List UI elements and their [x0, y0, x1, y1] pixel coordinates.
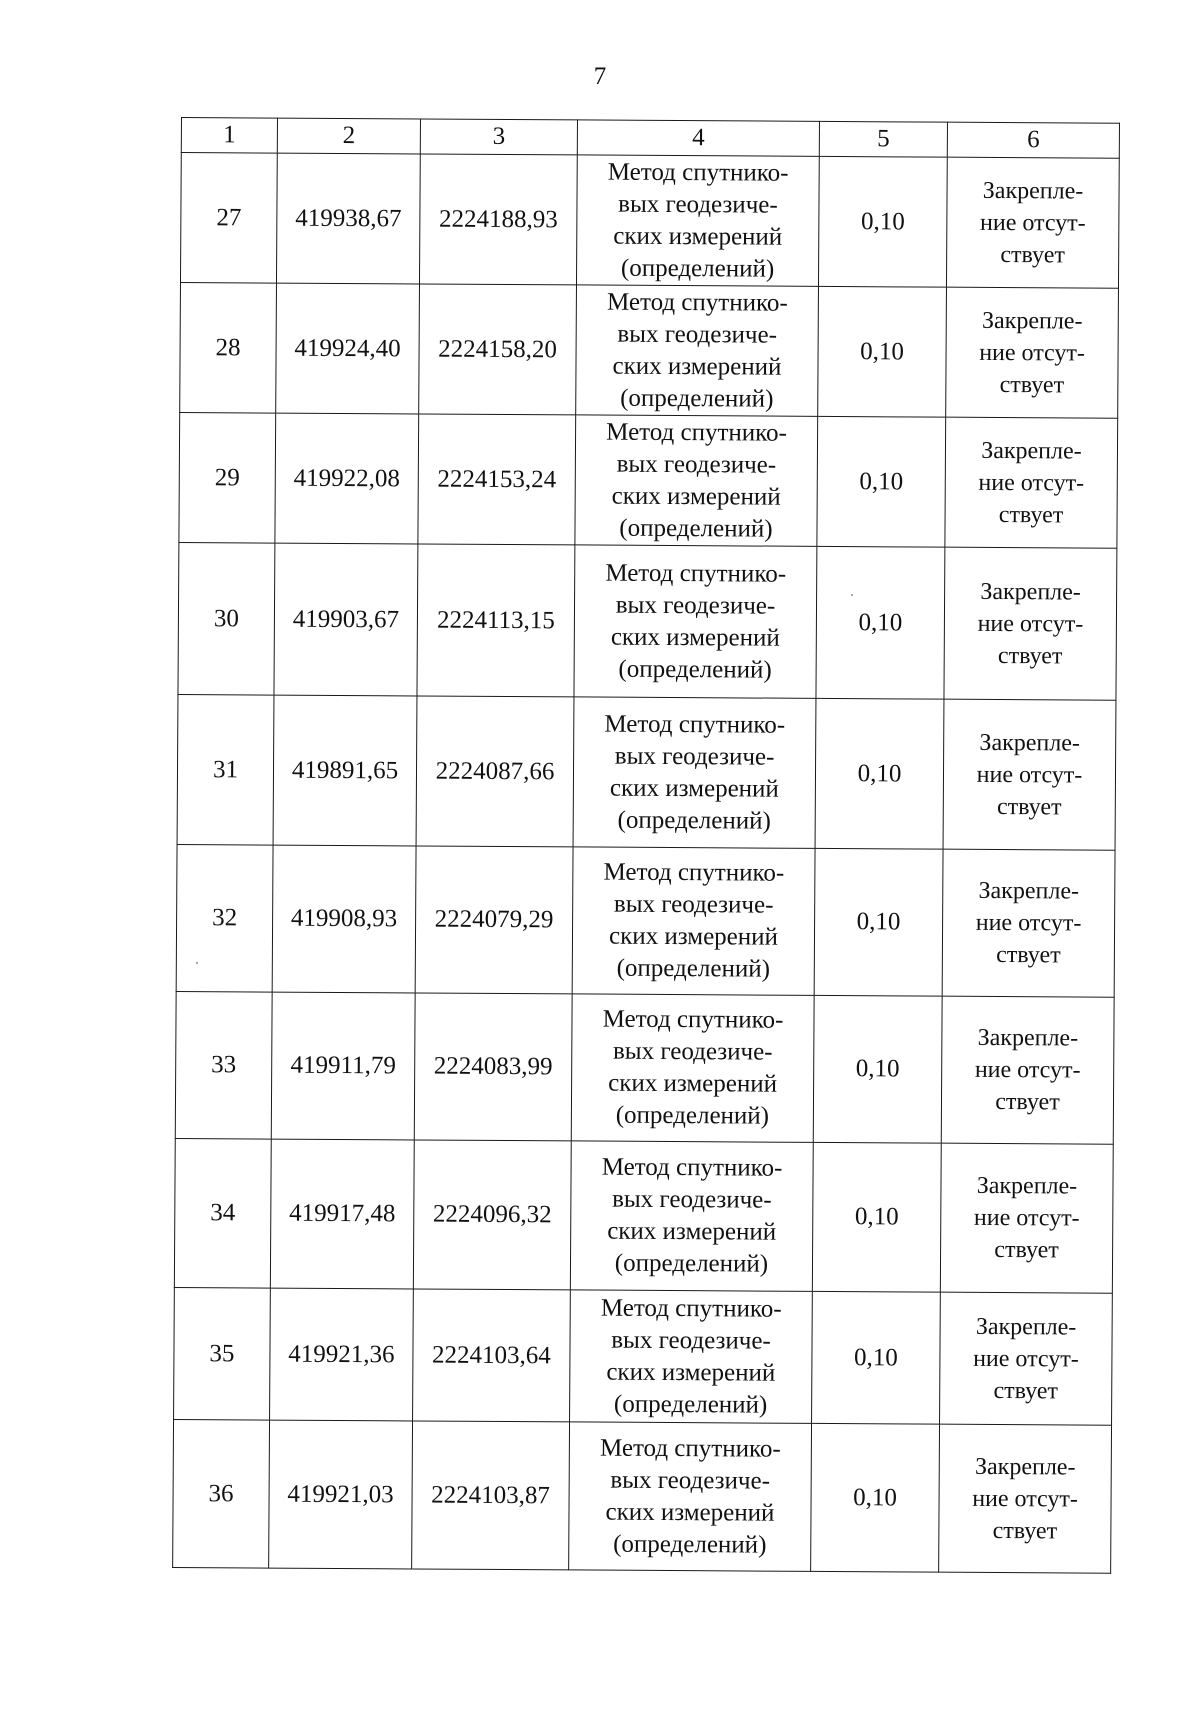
method-cell — [576, 285, 819, 416]
method-cell-line: ских измерений — [607, 1217, 777, 1246]
table-row — [174, 1138, 1113, 1293]
fixation-cell-line: ствует — [998, 501, 1064, 528]
accuracy-cell: 0,10 — [811, 1423, 940, 1572]
accuracy-cell: 0,10 — [816, 546, 945, 699]
accuracy-cell: 0,10 — [814, 848, 943, 996]
method-cell-line: вых геодезиче- — [611, 1326, 771, 1355]
fixation-cell-line: Закрепле- — [980, 578, 1081, 606]
point-number-cell: 34 — [174, 1138, 271, 1288]
fixation-cell-line: ние отсут- — [973, 1204, 1080, 1232]
x-coordinate-cell: 419921,36 — [270, 1288, 414, 1421]
y-coordinate-cell: 2224096,32 — [413, 1140, 571, 1290]
fixation-cell — [941, 996, 1114, 1144]
y-coordinate-cell: 2224153,24 — [418, 414, 576, 545]
table-row — [179, 412, 1118, 548]
page-number: 7 — [593, 63, 607, 90]
method-cell-line: вых геодезиче- — [615, 591, 776, 620]
x-coordinate-cell: 419891,65 — [273, 695, 417, 846]
y-coordinate-cell: 2224079,29 — [415, 846, 573, 994]
method-cell-line: вых геодезиче- — [610, 1466, 771, 1495]
scan-speck — [196, 962, 198, 964]
y-coordinate-cell: 2224158,20 — [419, 284, 577, 415]
point-number-cell: 30 — [178, 542, 275, 695]
method-cell-line: (определений) — [620, 254, 775, 283]
coordinates-table-wrapper — [172, 117, 1119, 1574]
point-number-cell: 28 — [180, 282, 277, 413]
x-coordinate-cell: 419911,79 — [271, 992, 415, 1140]
column-header: 6 — [947, 122, 1119, 158]
fixation-cell-line: Закрепле- — [979, 729, 1080, 757]
method-cell-line: вых геодезиче- — [613, 890, 774, 919]
method-cell-line: Метод спутнико- — [601, 1153, 783, 1182]
method-cell-line: вых геодезиче- — [617, 320, 778, 349]
y-coordinate-cell: 2224083,99 — [414, 993, 572, 1141]
y-coordinate-cell: 2224087,66 — [416, 696, 574, 847]
fixation-cell-line: ние отсут- — [973, 1345, 1079, 1373]
fixation-cell — [946, 157, 1119, 288]
fixation-cell-line: ние отсут- — [974, 1056, 1081, 1084]
fixation-cell-line: Закрепле- — [974, 1453, 1076, 1480]
fixation-cell-line: Закрепле- — [981, 307, 1083, 335]
fixation-cell-line: ствует — [1000, 241, 1065, 268]
method-cell — [574, 545, 817, 698]
table-row — [177, 694, 1116, 850]
method-cell — [571, 994, 814, 1142]
accuracy-cell: 0,10 — [812, 1142, 941, 1292]
accuracy-cell: 0,10 — [815, 698, 944, 849]
table-body — [173, 118, 1120, 1574]
table-row — [178, 542, 1117, 700]
fixation-cell-line: Закрепле- — [977, 1024, 1079, 1052]
accuracy-cell: 0,10 — [818, 156, 947, 287]
method-cell-line: (определений) — [619, 514, 773, 543]
method-cell-line: Метод спутнико- — [606, 418, 788, 447]
x-coordinate-cell: 419903,67 — [274, 543, 418, 696]
fixation-cell-line: ствует — [992, 1517, 1058, 1544]
fixation-cell-line: Закрепле- — [982, 177, 1084, 205]
method-cell — [570, 1290, 813, 1423]
fixation-cell — [940, 1292, 1113, 1425]
x-coordinate-cell: 419922,08 — [275, 413, 419, 544]
fixation-cell — [942, 849, 1115, 997]
table-row — [180, 282, 1119, 418]
fixation-cell-line: ствует — [996, 941, 1061, 969]
column-header: 3 — [420, 119, 577, 155]
x-coordinate-cell: 419924,40 — [276, 283, 420, 414]
column-header: 4 — [577, 120, 819, 156]
method-cell-line: ских измерений — [606, 1358, 776, 1387]
fixation-cell-line: ствует — [995, 1088, 1060, 1116]
method-cell — [569, 1422, 812, 1571]
method-cell-line: ских измерений — [605, 1498, 775, 1527]
method-cell-line: Метод спутнико- — [603, 858, 785, 887]
fixation-cell-line: ние отсут- — [972, 1485, 1078, 1513]
method-cell-line: Метод спутнико- — [607, 158, 789, 187]
accuracy-cell: 0,10 — [817, 416, 946, 547]
fixation-cell-line: ствует — [999, 371, 1065, 398]
method-cell-line: ских измерений — [613, 222, 783, 251]
fixation-cell — [940, 1143, 1113, 1293]
method-cell-line: (определений) — [618, 655, 772, 684]
fixation-cell-line: ствует — [993, 1377, 1059, 1404]
method-cell-line: Метод спутнико- — [602, 1005, 784, 1034]
header-row — [181, 118, 1119, 159]
y-coordinate-cell: 2224103,64 — [413, 1289, 571, 1422]
fixation-cell-line: ствует — [994, 1236, 1059, 1264]
accuracy-cell: 0,10 — [818, 286, 947, 417]
method-cell-line: (определений) — [617, 806, 771, 835]
column-header: 2 — [277, 118, 420, 154]
method-cell-line: вых геодезиче- — [616, 450, 777, 479]
y-coordinate-cell: 2224103,87 — [412, 1421, 570, 1570]
method-cell — [570, 1141, 813, 1291]
fixation-cell-line: Закрепле- — [976, 1172, 1078, 1200]
method-cell-line: (определений) — [620, 384, 774, 413]
point-number-cell: 33 — [175, 991, 272, 1139]
method-cell-line: ских измерений — [611, 482, 781, 511]
method-cell-line: вых геодезиче- — [612, 1037, 773, 1066]
method-cell-line: ских измерений — [609, 774, 779, 803]
point-number-cell: 29 — [179, 412, 276, 543]
method-cell-line: (определений) — [616, 954, 771, 983]
column-header: 5 — [819, 121, 947, 157]
y-coordinate-cell: 2224188,93 — [419, 154, 577, 285]
point-number-cell: 32 — [176, 844, 273, 992]
x-coordinate-cell: 419938,67 — [276, 153, 420, 284]
scan-speck — [851, 594, 853, 596]
method-cell-line: Метод спутнико- — [599, 1434, 781, 1463]
method-cell-line: Метод спутнико- — [606, 288, 788, 317]
fixation-cell — [946, 287, 1119, 418]
method-cell-line: вых геодезиче- — [614, 742, 775, 771]
method-cell-line: ских измерений — [610, 623, 780, 652]
fixation-cell-line: ние отсут- — [977, 610, 1084, 638]
method-cell-line: (определений) — [613, 1530, 767, 1559]
fixation-cell — [943, 699, 1116, 850]
fixation-cell-line: ние отсут- — [975, 909, 1082, 937]
fixation-cell-line: ние отсут- — [979, 209, 1086, 237]
fixation-cell-line: Закрепле- — [978, 877, 1080, 905]
method-cell — [575, 415, 818, 546]
y-coordinate-cell: 2224113,15 — [417, 544, 575, 697]
method-cell — [572, 847, 815, 995]
x-coordinate-cell: 419917,48 — [270, 1139, 414, 1289]
x-coordinate-cell: 419908,93 — [272, 845, 416, 993]
table-row — [173, 1419, 1112, 1573]
x-coordinate-cell: 419921,03 — [269, 1420, 413, 1569]
method-cell-line: вых геодезиче- — [612, 1185, 772, 1214]
method-cell-line: Метод спутнико- — [605, 559, 787, 588]
fixation-cell-line: ние отсут- — [979, 339, 1085, 367]
method-cell-line: (определений) — [614, 1249, 769, 1278]
method-cell-line: (определений) — [613, 1390, 768, 1419]
fixation-cell-line: ствует — [997, 642, 1063, 669]
fixation-cell — [945, 417, 1118, 548]
method-cell-line: ских измерений — [608, 1069, 778, 1098]
point-number-cell: 27 — [180, 153, 277, 284]
method-cell-line: Метод спутнико- — [604, 710, 786, 739]
table-row — [180, 153, 1119, 289]
fixation-cell-line: Закрепле- — [981, 437, 1082, 465]
point-number-cell: 35 — [174, 1287, 271, 1420]
method-cell-line: ских измерений — [608, 922, 779, 951]
table-row — [174, 1287, 1113, 1425]
point-number-cell: 36 — [173, 1419, 270, 1568]
table-row — [176, 844, 1115, 997]
method-cell-line: (определений) — [615, 1101, 770, 1130]
table-row — [175, 991, 1114, 1144]
fixation-cell — [944, 547, 1117, 700]
accuracy-cell: 0,10 — [813, 995, 942, 1143]
method-cell-line: Метод спутнико- — [600, 1294, 782, 1323]
method-cell — [573, 697, 816, 848]
fixation-cell-line: ние отсут- — [978, 469, 1085, 497]
point-number-cell: 31 — [177, 694, 274, 845]
method-cell — [576, 155, 819, 286]
fixation-cell — [939, 1424, 1112, 1573]
method-cell-line: ских измерений — [612, 352, 782, 381]
column-header: 1 — [181, 118, 277, 154]
fixation-cell-line: ние отсут- — [976, 761, 1083, 789]
fixation-cell-line: Закрепле- — [975, 1313, 1077, 1340]
coordinates-table — [172, 117, 1120, 1574]
accuracy-cell: 0,10 — [812, 1291, 941, 1424]
fixation-cell-line: ствует — [996, 793, 1062, 820]
method-cell-line: вых геодезиче- — [618, 190, 778, 219]
